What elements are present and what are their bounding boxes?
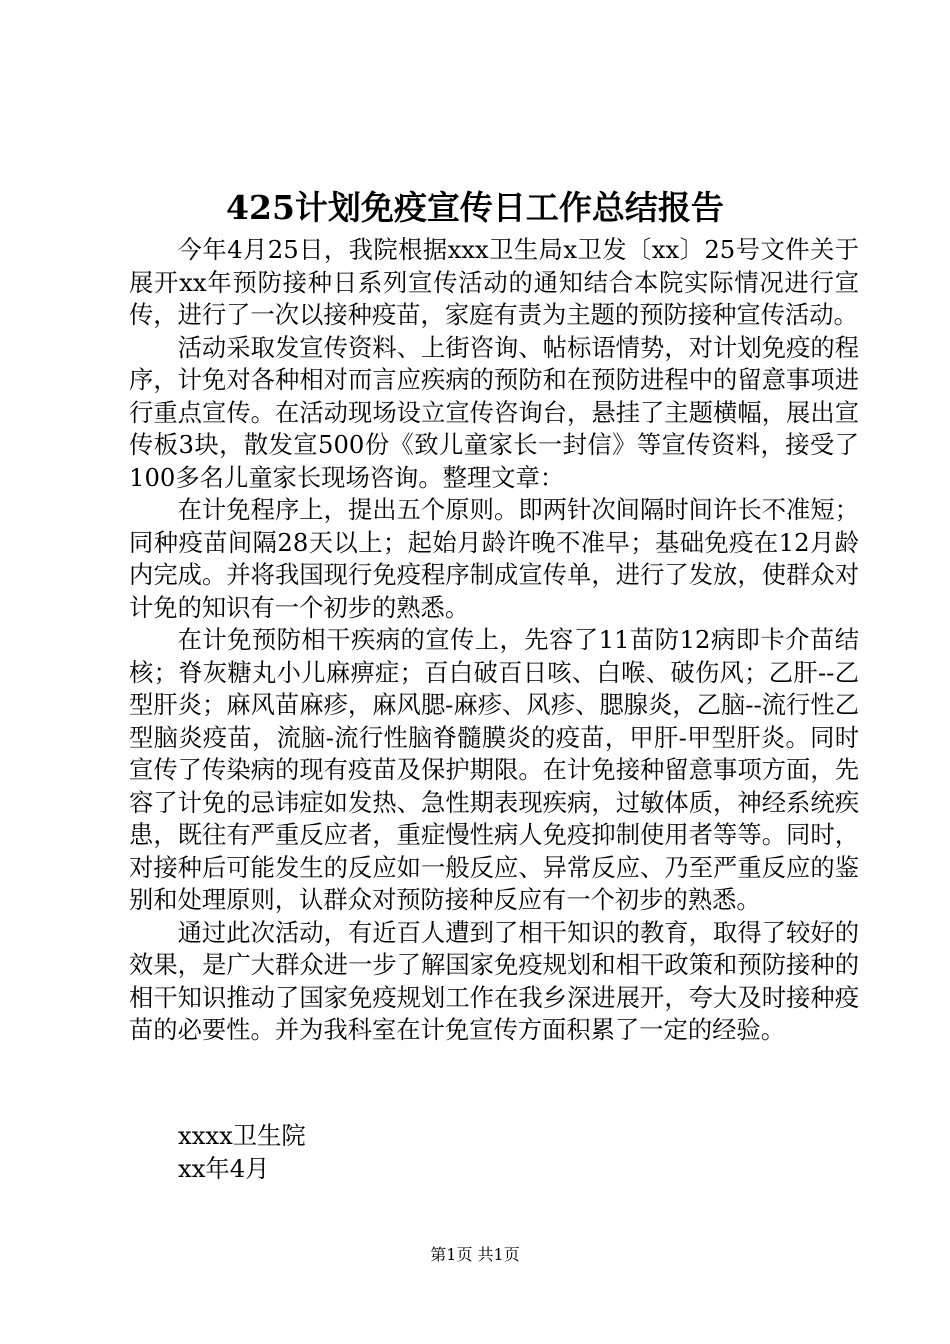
paragraph-1: 今年4月25日，我院根据xxx卫生局x卫发〔xx〕25号文件关于展开xx年预防接种日系列宣传活动的通知结合本院实际情况进行宣传，进行了一次以接种疫苗，家庭有责为主题的预防接种宣传活动。 bbox=[129, 235, 859, 329]
page-footer: 第1页 共1页 bbox=[430, 1245, 520, 1264]
document-body bbox=[129, 234, 859, 1047]
document-title: 425计划免疫宣传日工作总结报告 bbox=[226, 188, 724, 227]
paragraph-3: 在计免程序上，提出五个原则。即两针次间隔时间许长不准短；同种疫苗间隔28天以上；起始月龄许晚不准早；基础免疫在12月龄内完成。并将我国现行免疫程序制成宣传单，进行了发放，使群众对计免的知识有一个初步的熟悉。 bbox=[129, 495, 859, 622]
paragraph-2: 活动采取发宣传资料、上街咨询、帖标语情势，对计划免疫的程序，计免对各种相对而言应疾病的预防和在预防进程中的留意事项进行重点宣传。在活动现场设立宣传咨询台，悬挂了主题横幅，展出宣传板3块，散发宣500份《致儿童家长一封信》等宣传资料，接受了100多名儿童家长现场咨询。整理文章： bbox=[129, 332, 859, 492]
signature-date: xx年4月 bbox=[178, 1154, 270, 1183]
paragraph-5: 通过此次活动，有近百人遭到了相干知识的教育，取得了较好的效果，是广大群众进一步了解国家免疫规划和相干政策和预防接种的相干知识推动了国家免疫规划工作在我乡深进展开，夸大及时接种疫苗的必要性。并为我科室在计免宣传方面积累了一定的经验。 bbox=[129, 917, 859, 1044]
signature-organization: xxxx卫生院 bbox=[178, 1121, 306, 1150]
paragraph-4: 在计免预防相干疾病的宣传上，先容了11苗防12病即卡介苗结核；脊灰糖丸小儿麻痹症；百白破百日咳、白喉、破伤风；乙肝--乙型肝炎；麻风苗麻疹，麻风腮-麻疹、风疹、腮腺炎，乙脑--流行性乙型脑炎疫苗，流脑-流行性脑脊髓膜炎的疫苗，甲肝-甲型肝炎。同时宣传了传染病的现有疫苗及保护期限。在计免接种留意事项方面，先容了计免的忌讳症如发热、急性期表现疾病，过敏体质，神经系统疾患，既往有严重反应者，重症慢性病人免疫抑制使用者等等。同时，对接种后可能发生的反应如一般反应、异常反应、乃至严重反应的鉴别和处理原则，认群众对预防接种反应有一个初步的熟悉。 bbox=[129, 625, 859, 914]
